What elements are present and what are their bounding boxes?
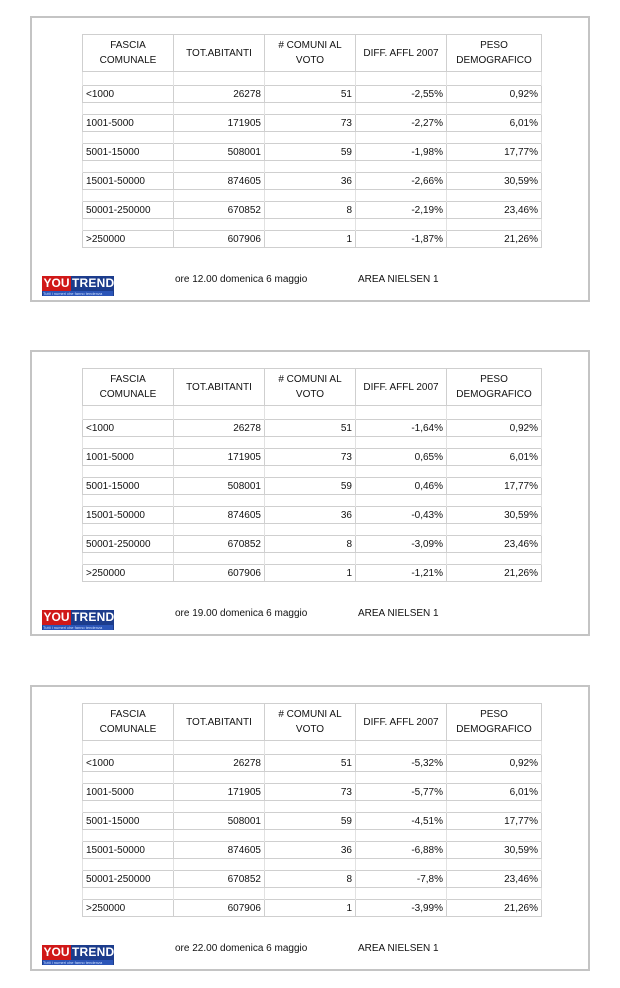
cell-diff-affl-2007: -2,19% — [356, 202, 447, 219]
cell-tot-abitanti: 171905 — [174, 449, 265, 466]
table-row — [83, 173, 542, 190]
table-row — [83, 900, 542, 917]
cell-tot-abitanti: 670852 — [174, 202, 265, 219]
cell-peso-demografico: 6,01% — [447, 115, 542, 132]
cell-fascia-comunale: <1000 — [83, 86, 174, 103]
results-table — [82, 34, 542, 248]
logo-you-text: YOU — [43, 945, 70, 959]
cell-diff-affl-2007: 0,65% — [356, 449, 447, 466]
table-row — [83, 565, 542, 582]
table-row — [83, 536, 542, 553]
results-table — [82, 368, 542, 582]
caption-area: AREA NIELSEN 1 — [358, 274, 439, 285]
cell-diff-affl-2007: -0,43% — [356, 507, 447, 524]
cell-peso-demografico: 0,92% — [447, 420, 542, 437]
cell-tot-abitanti: 171905 — [174, 784, 265, 801]
results-panel-1900 — [30, 350, 590, 636]
header-fascia-comunale: FASCIA COMUNALE — [83, 35, 174, 72]
table-row — [83, 478, 542, 495]
cell-comuni-al-voto: 59 — [265, 144, 356, 161]
cell-fascia-comunale: 1001-5000 — [83, 784, 174, 801]
table-row — [83, 842, 542, 859]
spacer-row — [83, 859, 542, 871]
cell-fascia-comunale: 15001-50000 — [83, 173, 174, 190]
logo-trend-text: TREND — [72, 276, 114, 290]
header-peso-demografico: PESO DEMOGRAFICO — [447, 35, 542, 72]
spacer-row — [83, 437, 542, 449]
header-tot-abitanti: TOT.ABITANTI — [174, 369, 265, 406]
table-header-row — [83, 369, 542, 406]
spacer-row — [83, 219, 542, 231]
cell-peso-demografico: 23,46% — [447, 536, 542, 553]
caption-time: ore 22.00 domenica 6 maggio — [175, 943, 308, 954]
cell-diff-affl-2007: -1,98% — [356, 144, 447, 161]
cell-comuni-al-voto: 51 — [265, 86, 356, 103]
header-comuni-al-voto: # COMUNI AL VOTO — [265, 704, 356, 741]
table-row — [83, 202, 542, 219]
logo-tagline: Tutti i numeri che fanno tendenza — [43, 960, 113, 965]
spacer-row — [83, 406, 542, 420]
table-row — [83, 507, 542, 524]
cell-tot-abitanti: 670852 — [174, 536, 265, 553]
spacer-row — [83, 830, 542, 842]
cell-comuni-al-voto: 1 — [265, 900, 356, 917]
cell-diff-affl-2007: -3,99% — [356, 900, 447, 917]
spacer-row — [83, 524, 542, 536]
spacer-row — [83, 888, 542, 900]
cell-comuni-al-voto: 36 — [265, 173, 356, 190]
cell-tot-abitanti: 670852 — [174, 871, 265, 888]
table-row — [83, 420, 542, 437]
cell-peso-demografico: 30,59% — [447, 507, 542, 524]
cell-comuni-al-voto: 36 — [265, 842, 356, 859]
header-fascia-comunale: FASCIA COMUNALE — [83, 369, 174, 406]
cell-diff-affl-2007: -6,88% — [356, 842, 447, 859]
cell-fascia-comunale: 50001-250000 — [83, 536, 174, 553]
cell-comuni-al-voto: 73 — [265, 115, 356, 132]
logo-tagline: Tutti i numeri che fanno tendenza — [43, 625, 113, 630]
cell-tot-abitanti: 508001 — [174, 144, 265, 161]
header-fascia-comunale: FASCIA COMUNALE — [83, 704, 174, 741]
cell-tot-abitanti: 508001 — [174, 478, 265, 495]
table-row — [83, 144, 542, 161]
cell-tot-abitanti: 874605 — [174, 842, 265, 859]
cell-tot-abitanti: 26278 — [174, 420, 265, 437]
cell-fascia-comunale: 1001-5000 — [83, 449, 174, 466]
cell-fascia-comunale: <1000 — [83, 755, 174, 772]
cell-comuni-al-voto: 51 — [265, 755, 356, 772]
results-table — [82, 703, 542, 917]
header-peso-demografico: PESO DEMOGRAFICO — [447, 369, 542, 406]
header-tot-abitanti: TOT.ABITANTI — [174, 704, 265, 741]
cell-tot-abitanti: 607906 — [174, 900, 265, 917]
cell-comuni-al-voto: 1 — [265, 565, 356, 582]
cell-fascia-comunale: >250000 — [83, 565, 174, 582]
logo-you-text: YOU — [43, 610, 70, 624]
cell-peso-demografico: 6,01% — [447, 449, 542, 466]
cell-peso-demografico: 17,77% — [447, 144, 542, 161]
cell-diff-affl-2007: -2,66% — [356, 173, 447, 190]
youtrend-logo — [42, 276, 114, 296]
spacer-row — [83, 190, 542, 202]
table-row — [83, 115, 542, 132]
cell-peso-demografico: 17,77% — [447, 478, 542, 495]
table-header-row — [83, 35, 542, 72]
table-header-row — [83, 704, 542, 741]
cell-diff-affl-2007: -5,77% — [356, 784, 447, 801]
cell-fascia-comunale: 5001-15000 — [83, 144, 174, 161]
table-row — [83, 813, 542, 830]
header-diff-affl-2007: DIFF. AFFL 2007 — [356, 35, 447, 72]
youtrend-logo — [42, 610, 114, 630]
cell-tot-abitanti: 26278 — [174, 755, 265, 772]
spacer-row — [83, 741, 542, 755]
results-panel-1200 — [30, 16, 590, 302]
cell-peso-demografico: 6,01% — [447, 784, 542, 801]
cell-diff-affl-2007: -4,51% — [356, 813, 447, 830]
cell-fascia-comunale: 5001-15000 — [83, 813, 174, 830]
cell-diff-affl-2007: -1,87% — [356, 231, 447, 248]
table-row — [83, 231, 542, 248]
cell-tot-abitanti: 26278 — [174, 86, 265, 103]
cell-diff-affl-2007: -1,21% — [356, 565, 447, 582]
table-row — [83, 755, 542, 772]
cell-tot-abitanti: 171905 — [174, 115, 265, 132]
cell-fascia-comunale: 15001-50000 — [83, 842, 174, 859]
caption-time: ore 19.00 domenica 6 maggio — [175, 608, 308, 619]
caption-area: AREA NIELSEN 1 — [358, 608, 439, 619]
youtrend-logo — [42, 945, 114, 965]
cell-peso-demografico: 23,46% — [447, 202, 542, 219]
cell-peso-demografico: 21,26% — [447, 565, 542, 582]
cell-diff-affl-2007: -3,09% — [356, 536, 447, 553]
cell-comuni-al-voto: 8 — [265, 871, 356, 888]
table-row — [83, 871, 542, 888]
spacer-row — [83, 132, 542, 144]
cell-comuni-al-voto: 73 — [265, 784, 356, 801]
cell-peso-demografico: 0,92% — [447, 86, 542, 103]
cell-comuni-al-voto: 36 — [265, 507, 356, 524]
cell-peso-demografico: 23,46% — [447, 871, 542, 888]
results-panel-2200 — [30, 685, 590, 971]
spacer-row — [83, 103, 542, 115]
cell-fascia-comunale: <1000 — [83, 420, 174, 437]
caption-area: AREA NIELSEN 1 — [358, 943, 439, 954]
spacer-row — [83, 801, 542, 813]
logo-tagline: Tutti i numeri che fanno tendenza — [43, 291, 113, 296]
spacer-row — [83, 553, 542, 565]
spacer-row — [83, 466, 542, 478]
cell-comuni-al-voto: 59 — [265, 478, 356, 495]
cell-peso-demografico: 30,59% — [447, 173, 542, 190]
logo-trend-text: TREND — [72, 610, 114, 624]
cell-comuni-al-voto: 1 — [265, 231, 356, 248]
cell-diff-affl-2007: -1,64% — [356, 420, 447, 437]
header-comuni-al-voto: # COMUNI AL VOTO — [265, 369, 356, 406]
cell-diff-affl-2007: -2,55% — [356, 86, 447, 103]
header-comuni-al-voto: # COMUNI AL VOTO — [265, 35, 356, 72]
cell-comuni-al-voto: 73 — [265, 449, 356, 466]
cell-tot-abitanti: 508001 — [174, 813, 265, 830]
spacer-row — [83, 161, 542, 173]
spacer-row — [83, 772, 542, 784]
cell-peso-demografico: 30,59% — [447, 842, 542, 859]
cell-diff-affl-2007: -5,32% — [356, 755, 447, 772]
cell-comuni-al-voto: 59 — [265, 813, 356, 830]
cell-fascia-comunale: 50001-250000 — [83, 202, 174, 219]
table-row — [83, 784, 542, 801]
cell-diff-affl-2007: 0,46% — [356, 478, 447, 495]
cell-comuni-al-voto: 8 — [265, 202, 356, 219]
cell-tot-abitanti: 874605 — [174, 173, 265, 190]
cell-fascia-comunale: >250000 — [83, 231, 174, 248]
header-diff-affl-2007: DIFF. AFFL 2007 — [356, 369, 447, 406]
header-diff-affl-2007: DIFF. AFFL 2007 — [356, 704, 447, 741]
caption-time: ore 12.00 domenica 6 maggio — [175, 274, 308, 285]
spacer-row — [83, 495, 542, 507]
cell-diff-affl-2007: -2,27% — [356, 115, 447, 132]
cell-tot-abitanti: 607906 — [174, 231, 265, 248]
cell-tot-abitanti: 874605 — [174, 507, 265, 524]
cell-diff-affl-2007: -7,8% — [356, 871, 447, 888]
cell-peso-demografico: 0,92% — [447, 755, 542, 772]
header-tot-abitanti: TOT.ABITANTI — [174, 35, 265, 72]
cell-peso-demografico: 21,26% — [447, 231, 542, 248]
table-row — [83, 449, 542, 466]
spacer-row — [83, 72, 542, 86]
logo-trend-text: TREND — [72, 945, 114, 959]
table-row — [83, 86, 542, 103]
cell-fascia-comunale: 15001-50000 — [83, 507, 174, 524]
cell-peso-demografico: 17,77% — [447, 813, 542, 830]
cell-fascia-comunale: 1001-5000 — [83, 115, 174, 132]
cell-tot-abitanti: 607906 — [174, 565, 265, 582]
cell-comuni-al-voto: 8 — [265, 536, 356, 553]
cell-fascia-comunale: 50001-250000 — [83, 871, 174, 888]
cell-fascia-comunale: >250000 — [83, 900, 174, 917]
header-peso-demografico: PESO DEMOGRAFICO — [447, 704, 542, 741]
logo-you-text: YOU — [43, 276, 70, 290]
cell-fascia-comunale: 5001-15000 — [83, 478, 174, 495]
cell-peso-demografico: 21,26% — [447, 900, 542, 917]
cell-comuni-al-voto: 51 — [265, 420, 356, 437]
